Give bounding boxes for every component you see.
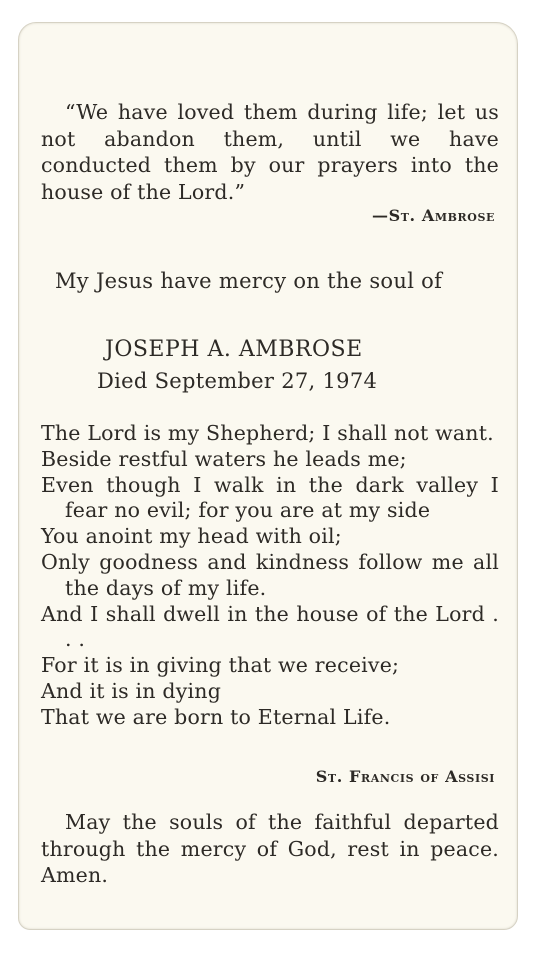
psalm-line: Even though I walk in the dark valley I fear no evil; for you are at my side: [41, 472, 499, 523]
deceased-name: JOSEPH A. AMBROSE: [105, 337, 363, 362]
psalm-line: You anoint my head with oil;: [41, 524, 342, 549]
closing-prayer: [41, 809, 499, 889]
francis-attribution: St. Francis of Assisi: [315, 767, 495, 786]
ambrose-attribution: —St. Ambrose: [371, 206, 495, 225]
closing-prayer-text: May the souls of the faithful departed through the mercy of God, rest in peace. Amen.: [41, 810, 499, 887]
psalm-line: Only goodness and kindness follow me all the days of my life.: [41, 549, 499, 600]
psalm-line: That we are born to Eternal Life.: [41, 704, 391, 729]
memorial-prayer-card: [18, 22, 518, 930]
psalm-line: The Lord is my Shepherd; I shall not want.: [41, 421, 494, 445]
psalm-line: And I shall dwell in the house of the Lord . . .: [41, 601, 499, 652]
ambrose-quote: [41, 99, 499, 205]
death-date: Died September 27, 1974: [97, 369, 378, 393]
psalm-line: Beside restful waters he leads me;: [41, 446, 407, 471]
psalm-verses: [41, 421, 499, 731]
ambrose-quote-text: “We have loved them during life; let us not abandon them, until we have conducted them by our prayers into the house of the Lord.”: [41, 100, 499, 204]
psalm-line: And it is in dying: [41, 678, 222, 703]
mercy-line: My Jesus have mercy on the soul of: [55, 269, 443, 293]
psalm-line: For it is in giving that we receive;: [41, 653, 400, 678]
